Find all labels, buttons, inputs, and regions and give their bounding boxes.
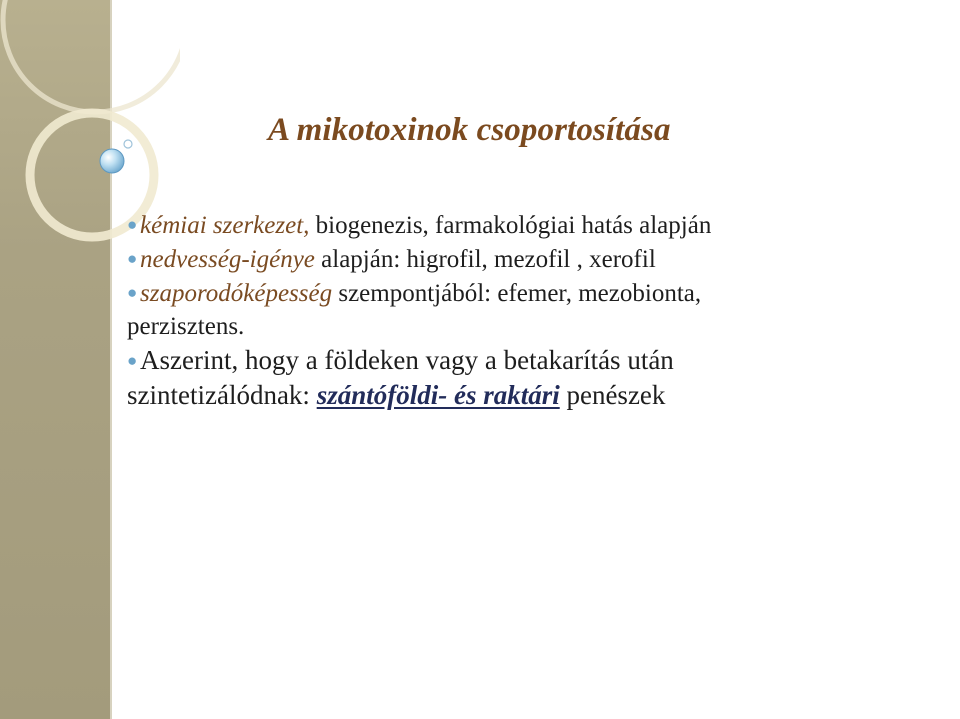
- bullet-item-field-storage: [127, 343, 927, 378]
- blue-bubble-icon: [100, 149, 124, 173]
- bullet-item-reproduction: [127, 276, 927, 310]
- bullet-text: Aszerint, hogy a földeken vagy a betakarítás után: [140, 345, 674, 375]
- continuation-prefix: szintetizálódnak:: [127, 380, 317, 410]
- emphasis-text: szántóföldi- és raktári: [316, 380, 560, 410]
- bullet-item-chemical-structure: [127, 208, 927, 242]
- keyword: kémiai szerkezet,: [140, 212, 310, 239]
- slide-title: A mikotoxinok csoportosítása: [268, 112, 671, 148]
- bullet-dot-icon: ●: [127, 283, 138, 302]
- bullet-item-moisture: [127, 242, 927, 276]
- bullet-list: [127, 208, 927, 413]
- bullet-text: szempontjából: efemer, mezobionta,: [332, 280, 702, 307]
- decorative-ring-large: [3, 0, 180, 112]
- bullet-dot-icon: ●: [127, 215, 138, 234]
- keyword: nedvesség-igénye: [140, 246, 315, 273]
- bullet-dot-icon: ●: [127, 351, 138, 370]
- keyword: szaporodóképesség: [140, 280, 333, 307]
- continuation-suffix: penészek: [559, 380, 666, 410]
- bullet-continuation-field-storage: [127, 378, 927, 413]
- bullet-text: biogenezis, farmakológiai hatás alapján: [309, 212, 712, 239]
- bullet-text: alapján: higrofil, mezofil , xerofil: [314, 246, 656, 273]
- bullet-dot-icon: ●: [127, 249, 138, 268]
- small-bubble-icon: [124, 140, 132, 148]
- bullet-continuation: perzisztens.: [127, 313, 245, 340]
